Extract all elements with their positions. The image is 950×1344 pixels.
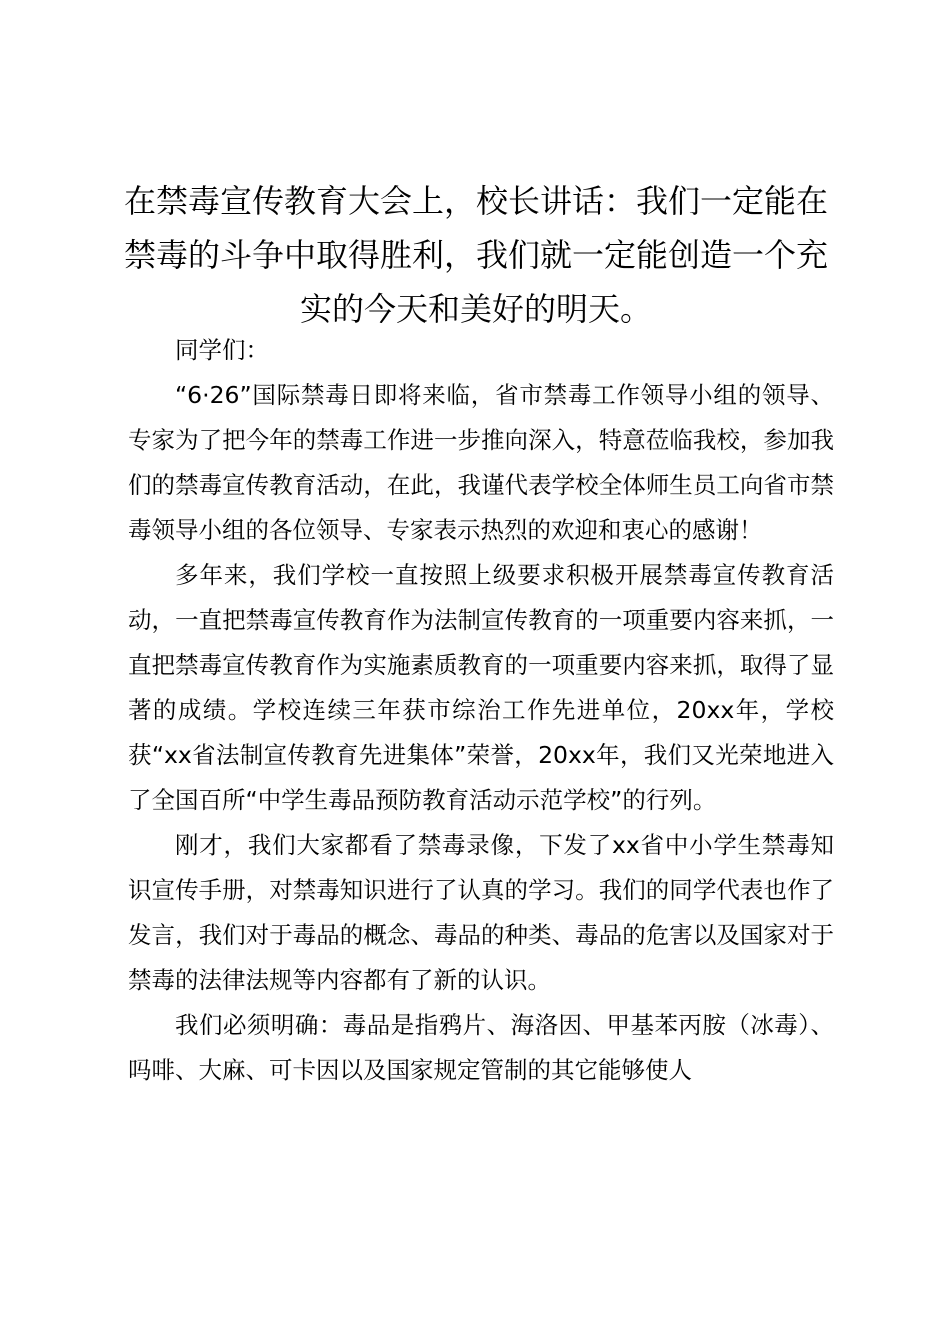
- document-body: [128, 328, 834, 1093]
- paragraph: 刚才，我们大家都看了禁毒录像，下发了xx省中小学生禁毒知识宣传手册，对禁毒知识进行了认真的学习。我们的同学代表也作了发言，我们对于毒品的概念、毒品的种类、毒品的危害以及国家对于禁毒的法律法规等内容都有了新的认识。: [128, 831, 834, 994]
- paragraph: “6·26”国际禁毒日即将来临，省市禁毒工作领导小组的领导、专家为了把今年的禁毒工作进一步推向深入，特意莅临我校，参加我们的禁毒宣传教育活动，在此，我谨代表学校全体师生员工向省市禁毒领导小组的各位领导、专家表示热烈的欢迎和衷心的感谢！: [128, 381, 834, 544]
- paragraph: 我们必须明确：毒品是指鸦片、海洛因、甲基苯丙胺（冰毒）、吗啡、大麻、可卡因以及国家规定管制的其它能够使人: [128, 1011, 834, 1084]
- document-title: 在禁毒宣传教育大会上，校长讲话：我们一定能在禁毒的斗争中取得胜利，我们就一定能创造一个充实的今天和美好的明天。: [123, 182, 828, 328]
- salutation: 同学们：: [175, 336, 269, 364]
- paragraph: 多年来，我们学校一直按照上级要求积极开展禁毒宣传教育活动，一直把禁毒宣传教育作为法制宣传教育的一项重要内容来抓，一直把禁毒宣传教育作为实施素质教育的一项重要内容来抓，取得了显著的成绩。学校连续三年获市综治工作先进单位，20xx年，学校获“xx省法制宣传教育先进集体”荣誉，20xx年，我们又光荣地进入了全国百所“中学生毒品预防教育活动示范学校”的行列。: [128, 561, 834, 814]
